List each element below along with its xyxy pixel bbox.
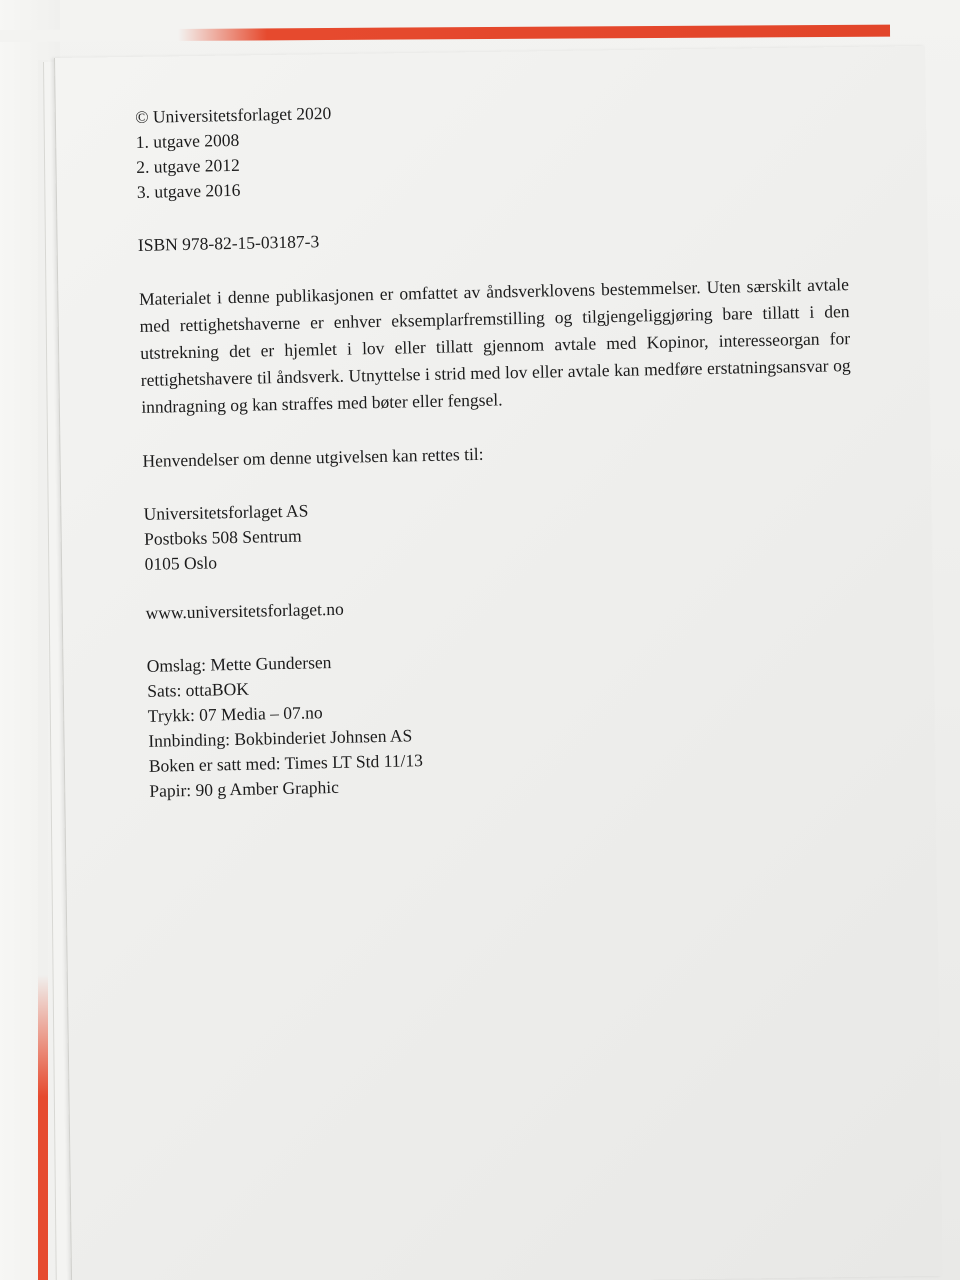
- production-line: Omslag: Mette Gundersen: [146, 652, 332, 676]
- production-line: Sats: ottaBOK: [147, 678, 250, 701]
- edition-line: 1. utgave 2008: [135, 129, 240, 152]
- edition-line: 3. utgave 2016: [136, 179, 241, 202]
- inquiries-line: Henvendelser om denne utgivelsen kan rettes til:: [142, 443, 484, 471]
- production-line: Boken er satt med: Times LT Std 11/13: [148, 750, 424, 776]
- copyright-line: © Universitetsforlaget 2020: [135, 102, 332, 127]
- production-line: Trykk: 07 Media – 07.no: [147, 702, 323, 726]
- website-link: www.universitetsforlaget.no: [145, 598, 344, 623]
- address-line: Postboks 508 Sentrum: [143, 525, 302, 549]
- colophon: [135, 90, 869, 804]
- rights-paragraph: Materialet i denne publikasjonen er omfattet av åndsverklovens bestemmelser. Uten særskilt avtale med rettighetshaverne er enhver eksemplarfremstilling og tilgjengeliggjøring bare tillatt i den utstrekning det er hjemlet i lov eller tillatt gjennom avtale med Kopinor, interesseorgan for rettighetshavere til åndsverk. Utnyttelse i strid med lov eller avtale kan medføre erstatningsansvar og inndragning og kan straffes med bøter eller fengsel.: [138, 274, 851, 417]
- production-line: Papir: 90 g Amber Graphic: [149, 776, 340, 801]
- book-cover-edge: [0, 25, 890, 42]
- address-line: Universitetsforlaget AS: [143, 500, 309, 524]
- edition-line: 2. utgave 2012: [136, 154, 241, 177]
- isbn: ISBN 978-82-15-03187-3: [137, 231, 320, 255]
- address-line: 0105 Oslo: [144, 552, 218, 574]
- production-line: Innbinding: Bokbinderiet Johnsen AS: [148, 725, 413, 751]
